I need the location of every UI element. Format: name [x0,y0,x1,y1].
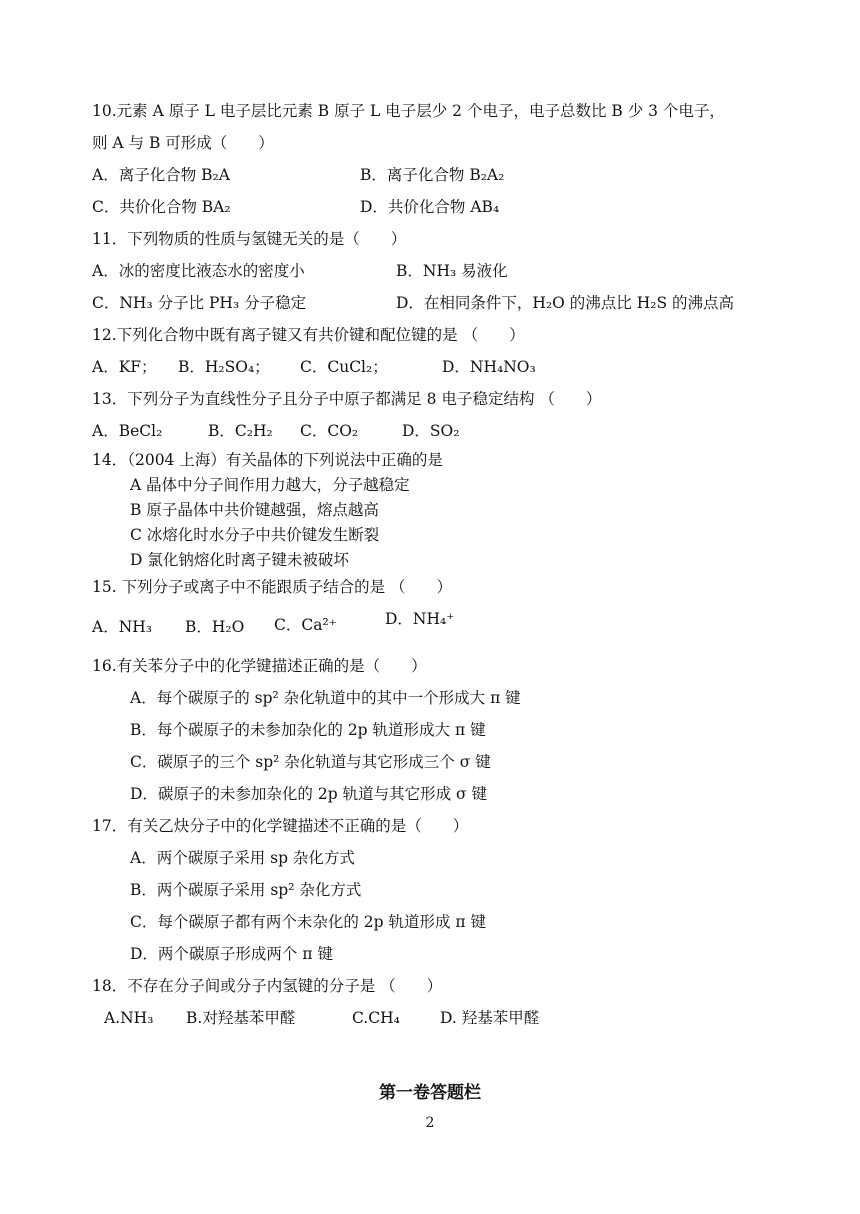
q18-option-c: C.CH₄ [352,1009,400,1027]
q13-stem: 13．下列分子为直线性分子且分子中原子都满足 8 电子稳定结构 （ ） [92,390,602,408]
q14-option-c: C 冰熔化时水分子中共价键发生断裂 [130,526,380,544]
q15-option-b: B．H₂O [185,618,245,636]
q16-stem: 16.有关苯分子中的化学键描述正确的是（ ） [92,657,427,675]
q13-option-c: C．CO₂ [300,422,359,440]
q11-stem: 11．下列物质的性质与氢键无关的是（ ） [92,230,407,248]
q17-option-c: C．每个碳原子都有两个未杂化的 2p 轨道形成 π 键 [130,913,487,931]
q17-stem: 17．有关乙炔分子中的化学键描述不正确的是（ ） [92,817,469,835]
q14-option-a: A 晶体中分子间作用力越大，分子越稳定 [130,476,410,494]
q10-option-c: C．共价化合物 BA₂ [92,198,231,216]
q14-option-b: B 原子晶体中共价键越强，熔点越高 [130,501,379,519]
q11-option-b: B．NH₃ 易液化 [396,262,508,280]
q11-option-c: C．NH₃ 分子比 PH₃ 分子稳定 [92,294,307,312]
q12-option-d: D．NH₄NO₃ [442,358,536,376]
q13-option-a: A．BeCl₂ [92,422,163,440]
q13-option-d: D．SO₂ [402,422,460,440]
q14-stem: 14．（2004 上海）有关晶体的下列说法中正确的是 [92,451,443,469]
q10-stem-line2: 则 A 与 B 可形成（ ） [92,134,274,152]
q12-option-b: B．H₂SO₄； [178,358,270,376]
q15-stem: 15. 下列分子或离子中不能跟质子结合的是 （ ） [92,578,453,596]
q10-stem-line1: 10.元素 A 原子 L 电子层比元素 B 原子 L 电子层少 2 个电子，电子总数比 B 少 3 个电子， [92,102,725,120]
q15-option-d: D．NH₄⁺ [385,610,455,628]
q11-option-d: D．在相同条件下，H₂O 的沸点比 H₂S 的沸点高 [396,294,734,312]
q15-option-c: C．Ca²⁺ [274,616,337,634]
q12-option-a: A．KF； [92,358,157,376]
q10-option-b: B．离子化合物 B₂A₂ [360,166,505,184]
q18-stem: 18．不存在分子间或分子内氢键的分子是 （ ） [92,977,443,995]
q10-option-d: D．共价化合物 AB₄ [360,198,500,216]
q13-option-b: B．C₂H₂ [208,422,273,440]
q16-option-b: B．每个碳原子的未参加杂化的 2p 轨道形成大 π 键 [130,721,486,739]
q12-option-c: C．CuCl₂； [300,358,388,376]
q18-option-b: B.对羟基苯甲醛 [186,1009,296,1027]
q17-option-a: A．两个碳原子采用 sp 杂化方式 [130,849,355,867]
q17-option-d: D．两个碳原子形成两个 π 键 [130,945,333,963]
q16-option-c: C．碳原子的三个 sp² 杂化轨道与其它形成三个 σ 键 [130,753,491,771]
q10-option-a: A．离子化合物 B₂A [92,166,230,184]
q16-option-d: D．碳原子的未参加杂化的 2p 轨道与其它形成 σ 键 [130,785,488,803]
q14-option-d: D 氯化钠熔化时离子键未被破坏 [130,551,349,569]
q16-option-a: A．每个碳原子的 sp² 杂化轨道中的其中一个形成大 π 键 [130,689,521,707]
section-title: 第一卷答题栏 [379,1083,481,1103]
q18-option-a: A.NH₃ [104,1009,154,1027]
q18-option-d: D. 羟基苯甲醛 [440,1009,540,1027]
q15-option-a: A．NH₃ [92,618,152,636]
q17-option-b: B．两个碳原子采用 sp² 杂化方式 [130,881,362,899]
q11-option-a: A．冰的密度比液态水的密度小 [92,262,305,280]
page-number: 2 [425,1115,435,1131]
q12-stem: 12.下列化合物中既有离子键又有共价键和配位键的是 （ ） [92,326,525,344]
